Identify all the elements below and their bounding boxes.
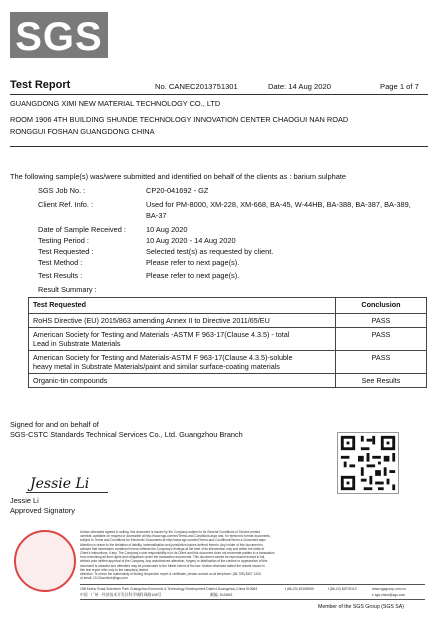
signed-for-line: Signed for and on behalf of <box>10 420 99 429</box>
row-test: Organic-tin compounds <box>29 374 336 388</box>
signatory-role: Approved Signatory <box>10 506 75 515</box>
report-date: Date: 14 Aug 2020 <box>268 82 331 91</box>
result-summary-table <box>28 297 427 388</box>
footer-email: e sgs.china@sgs.com <box>372 593 406 597</box>
report-number: No. CANEC2013751301 <box>155 82 238 91</box>
row-conclusion: PASS <box>336 314 427 328</box>
table-row <box>29 328 427 351</box>
table-header-row <box>29 298 427 314</box>
sgs-logo <box>10 12 108 58</box>
field-label-test-method: Test Method : <box>38 258 83 267</box>
client-address-line1: ROOM 1906 4TH BUILDING SHUNDE TECHNOLOGY INNOVATION CENTER CHAOGUI NAN ROAD <box>10 115 349 124</box>
row-test: RoHS Directive (EU) 2015/863 amending Annex II to Directive 2011/65/EU <box>29 314 336 328</box>
row-test: American Society for Testing and Materials-ASTM F 963-17(Clause 4.3.5)-soluble heavy metal in Substrate Materials/paint and similar surface-coating materials <box>29 351 336 374</box>
header-test-requested: Test Requested <box>29 298 336 314</box>
field-label-test-requested: Test Requested : <box>38 247 94 256</box>
field-value-client-ref: Used for PM-8000, XM-228, XM-668, BA-45, W-44HB, BA-388, BA-387, BA-389, <box>146 200 411 209</box>
field-label-client-ref: Client Ref. Info. : <box>38 200 94 209</box>
table-row <box>29 374 427 388</box>
field-value-client-ref-cont: BA-37 <box>146 211 167 220</box>
footer-fax: f (86-20) 82075113 <box>328 587 357 591</box>
signatory-name: Jessie Li <box>10 496 39 505</box>
page-number: Page 1 of 7 <box>380 82 419 91</box>
result-summary-label: Result Summary : <box>38 285 97 294</box>
client-rule <box>10 146 428 147</box>
row-test: American Society for Testing and Materials -ASTM F 963-17(Clause 4.3.5) - total Lead in Substrate Materials <box>29 328 336 351</box>
row-conclusion: See Results <box>336 374 427 388</box>
field-label-job-no: SGS Job No. : <box>38 186 86 195</box>
logo-text: SGS <box>15 15 103 59</box>
field-label-date-received: Date of Sample Received : <box>38 225 126 234</box>
table-row <box>29 351 427 374</box>
header-rule <box>10 94 428 95</box>
footer-postcode: 邮编: 510663 <box>210 593 233 597</box>
report-title: Test Report <box>10 79 71 91</box>
table-row <box>29 314 427 328</box>
field-value-date-received: 10 Aug 2020 <box>146 225 188 234</box>
field-value-test-method: Please refer to next page(s). <box>146 258 240 267</box>
footer-address-cn: 中国 · 广州 · 经济技术开发区科学城科珠路198号 <box>80 593 162 597</box>
client-name: GUANGDONG XIMI NEW MATERIAL TECHNOLOGY CO., LTD <box>10 99 221 108</box>
row-conclusion: PASS <box>336 328 427 351</box>
field-value-testing-period: 10 Aug 2020 - 14 Aug 2020 <box>146 236 236 245</box>
qr-code <box>337 432 399 494</box>
signature: Jessie Li <box>30 476 90 492</box>
row-conclusion: PASS <box>336 351 427 374</box>
header-conclusion: Conclusion <box>336 298 427 314</box>
field-label-test-results: Test Results : <box>38 271 83 280</box>
signed-company-line: SGS-CSTC Standards Technical Services Co., Ltd. Guangzhou Branch <box>10 430 243 439</box>
company-seal-stamp <box>14 530 76 592</box>
footer-rule <box>80 584 425 585</box>
client-address-line2: RONGGUI FOSHAN GUANGDONG CHINA <box>10 127 155 136</box>
sample-intro: The following sample(s) was/were submitted and identified on behalf of the clients as : barium sulphate <box>10 172 347 181</box>
member-of-sgs: Member of the SGS Group (SGS SA) <box>318 604 404 610</box>
footer-tel: t (86-20) 82155555 <box>285 587 314 591</box>
signature-rule <box>26 492 108 493</box>
field-value-test-results: Please refer to next page(s). <box>146 271 240 280</box>
footer-address-en: 198 Kezhu Road,Scientech Park Guangzhou Economic & Technology Development District,Guangzhou,China 510663 <box>80 587 258 591</box>
terms-fine-print: Unless otherwise agreed in writing, this document is issued by the Company subject to its General Conditions of Service printed overleaf, available on request or accessible at http://www.sgs.com/en/Terms-and-Conditions.aspx and, for electronic format documents, subject to Terms and Conditions for Electronic Documents at http://www.sgs.com/en/Terms-and-Conditions/Terms-e-Document.aspx. Attention is drawn to the limitation of liability, indemnification and jurisdiction issues defined therein. Any holder of this document is advised that information contained hereon reflects the Company's findings at the time of its intervention only and within the limits of Client's instructions, if any. The Company's sole responsibility is to its Client and this document does not exonerate parties to a transaction from exercising all their rights and obligations under the transaction documents. This document cannot be reproduced except in full, without prior written approval of the Company. Any unauthorized alteration, forgery or falsification of the content or appearance of this document is unlawful and offenders may be prosecuted to the fullest extent of the law. Unless otherwise stated the results shown in this test report refer only to the sample(s) tested. Attention: To check the authenticity of testing /inspection report & certificate, please contact us at telephone: (86-755) 8307 1443, or email: CN.Doccheck@sgs.com <box>80 530 275 581</box>
field-value-job-no: CP20-041692 - GZ <box>146 186 209 195</box>
footer-rule-2 <box>80 599 425 600</box>
footer-web: www.sgsgroup.com.cn <box>372 587 406 591</box>
field-value-test-requested: Selected test(s) as requested by client. <box>146 247 274 256</box>
field-label-testing-period: Testing Period : <box>38 236 89 245</box>
